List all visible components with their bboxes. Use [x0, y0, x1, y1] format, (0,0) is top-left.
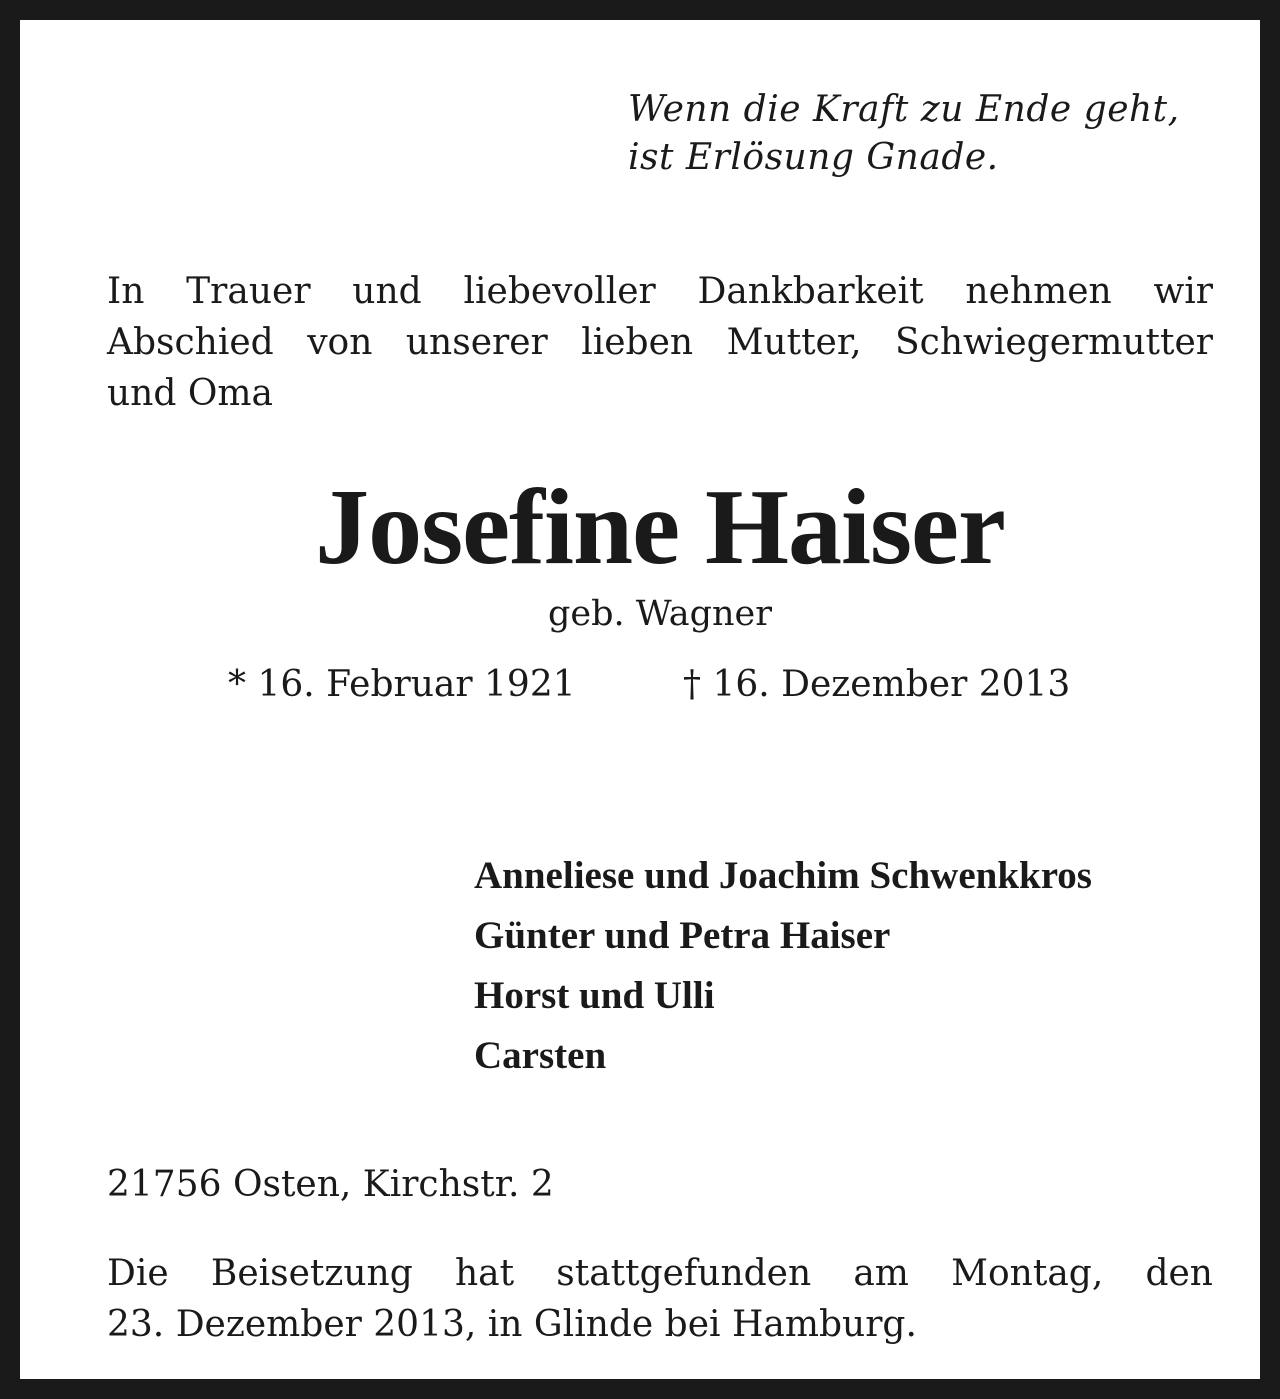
address: 21756 Osten, Kirchstr. 2 [107, 1164, 554, 1205]
funeral-line-2: 23. Dezember 2013, in Glinde bei Hamburg. [107, 1304, 917, 1345]
motto-line-2: ist Erlösung Gnade. [628, 137, 999, 178]
deceased-name: Josefine Haiser [315, 468, 1005, 587]
mourner-entry: Günter und Petra Haiser [474, 914, 891, 957]
motto-quote [628, 86, 1228, 182]
motto-line-1: Wenn die Kraft zu Ende geht, [628, 89, 1180, 130]
mourner-entry: Carsten [474, 1034, 607, 1077]
mourners-list [474, 846, 1234, 1086]
intro-paragraph [107, 266, 1213, 419]
birth-date: * 16. Februar 1921 [228, 664, 576, 705]
maiden-name: geb. Wagner [548, 594, 772, 634]
death-date: † 16. Dezember 2013 [683, 664, 1071, 705]
intro-line-3: und Oma [107, 373, 273, 414]
funeral-line-1: Die Beisetzung hat stattgefunden am Montag, den [107, 1253, 1213, 1294]
funeral-notice [107, 1248, 1213, 1350]
intro-line-1: In Trauer und liebevoller Dankbarkeit nehmen wir [107, 271, 1213, 312]
intro-line-2: Abschied von unserer lieben Mutter, Schwiegermutter [107, 322, 1213, 363]
mourner-entry: Horst und Ulli [474, 974, 715, 1017]
mourner-entry: Anneliese und Joachim Schwenkkros [474, 854, 1092, 897]
